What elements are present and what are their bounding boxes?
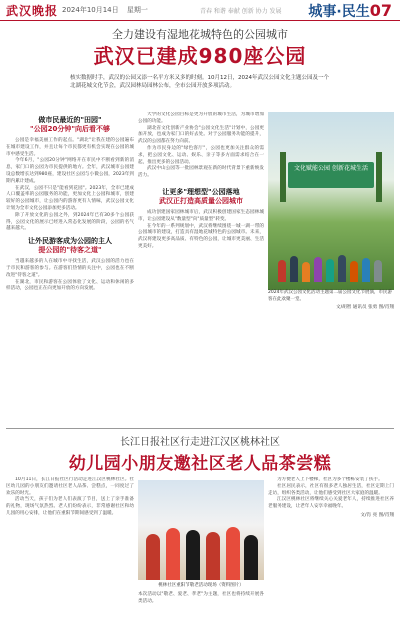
- column-2-body-2: [138, 210, 264, 251]
- photo-performer: [226, 527, 240, 580]
- story2-photo-caption: 桃林社区重阳节敬老活动现场（资料图片）: [158, 583, 244, 588]
- paragraph: 大学的文化公园目标是更为开放的城市生活，为城市增加公园的功能。: [138, 112, 264, 124]
- photo-person: [362, 258, 370, 282]
- story1-lede: 核实数据时手，武汉的公园又添一名平方米又多的时刻。10月12日，2024年武汉公园文化主题公园及一个北湖花城文化节会，武汉园林局园林公布，全市公园开放多项活动。: [70, 75, 329, 89]
- weekday-text: 星期一: [126, 6, 148, 14]
- story2-kicker: 长江日报社区行走进江汉区桃林社区: [120, 437, 280, 448]
- page-number: 07: [369, 1, 392, 20]
- subhead-3-line-1: 让更多"理想型"公园落地: [162, 187, 240, 196]
- photo-performer: [166, 528, 180, 580]
- photo-person: [290, 256, 298, 282]
- paragraph: 在湖北，市民和游客在公园体验了文化、运动和休闲的多样活动，公园也正在向更加开放的方向发展。: [6, 279, 134, 292]
- photo-person: [314, 257, 322, 282]
- photo-performer: [146, 534, 160, 580]
- section-title: [308, 1, 392, 21]
- photo-person: [302, 262, 310, 282]
- story1-headline: 武汉已建成980座公园: [93, 44, 307, 68]
- subhead-1-line-1: 做市民最近的"田园": [38, 116, 102, 124]
- photo-caption-text: 2024年武汉公园文化活动主题第二届公园文化节展演，市民游客在此欢聚一堂。: [268, 290, 392, 302]
- photo-stage-banner: 文化赋能公园 创新花城生活: [288, 162, 374, 188]
- column-1-body-2: [6, 259, 134, 293]
- paragraph: 在武汉，公园不只是"能看到花园"。2023年，全市已建成人口覆盖率的公园服务的功能，更加文化上公园和城市，创建较好的公园城市，让公园内的游客更有人情味，武汉公园文化计划为全市文化公园添加更多活动。: [6, 185, 134, 211]
- paragraph: 在今年的一系列规划中，武汉将继续围绕一城一湖一带的公园城市的建设，打造具有湿地花城特色的公园城市。未来，武汉将建设更多高品质、有特色的公园，让城市更美丽、生活更美好。: [138, 223, 264, 249]
- subhead-1: [6, 116, 134, 134]
- section-name: 城事·民生: [308, 4, 370, 20]
- photo-caption: [268, 290, 394, 312]
- subhead-2-line-1: 让外民游客成为公园的主人: [28, 237, 112, 246]
- photo-tree: [280, 152, 286, 202]
- story2-column-1: [6, 477, 134, 617]
- subhead-3: [138, 188, 264, 206]
- photo-performer: [206, 532, 220, 580]
- paragraph: 今年6月，"公园20分钟"网络开在市民中不断看到新的消息，家门口的公园为市民提供的地方。全年，武汉城市公园建设总数增长达到980座，建设社区公园与小微公园，2023年到期内累计建成。: [6, 158, 134, 184]
- paragraph: 江汉区桃林社区将继续关心关爱老年人，持续推进社区养老服务建设，让老年人安享幸福晚年。: [268, 497, 394, 510]
- paragraph: 作为市民身边的"绿色客厅"，公园也更加关注群众的需求，把公园文化、运动、娱乐、亲子等多方面需求结合在一起，推出更多的公园活动。: [138, 145, 264, 165]
- column-2-body: [138, 112, 264, 180]
- photo-person: [374, 260, 382, 282]
- masthead-tagline: 青春 和谐 奉献 创新 协力 发展: [200, 8, 282, 15]
- paragraph: 武汉中山公园等一批园林景观在新的时代背景下重新焕发活力。: [138, 166, 264, 179]
- paragraph: 社区居民表示，社区有很多老人独居生活，社区定期上门走访，组织各类活动，让他们感受到社区大家庭的温暖。: [268, 483, 394, 496]
- story2-headline: 幼儿园小朋友邀社区老人品茶尝糕: [68, 454, 332, 474]
- subhead-1-line-2: "公园20分钟"向后看不够: [29, 125, 111, 133]
- photo-person: [278, 260, 286, 282]
- paragraph: 公园是幸福美丽工作的起点。"湖北"让我在建的公园遍布在城市建设工作，并且让每个市民都更有机会实现在公园的城市中感受生活。: [6, 138, 134, 157]
- photo-crowd: [268, 242, 394, 282]
- subhead-3-line-2: 武汉正打造高质量公园城市: [159, 196, 243, 205]
- date-text: 2024年10月14日: [62, 6, 119, 14]
- subhead-2: [6, 237, 134, 255]
- photo-person: [350, 261, 358, 282]
- paragraph: 10月11日，长江日报社区行活动走进江汉区桃林社区。社区幼儿园的小朋友们邀请社区老人品茶、尝糕点，一同度过了欢乐的时光。: [6, 477, 134, 496]
- subhead-2-line-2: 提公园的"待客之道": [38, 246, 102, 255]
- paragraph: 活动当天，孩子们为老人们表演了节目，送上了亲手准备的礼物，现场气氛热烈。老人们纷纷表示，非常感谢社区和幼儿园的用心安排，让他们在重阳节期间感受到了温暖。: [6, 497, 134, 516]
- paragraph: 为方便老人上下楼梯，社区为多个楼栋安装了扶手。: [277, 477, 383, 482]
- park-event-photo: [268, 112, 394, 290]
- story2-column-2-text: 本次活动以"敬老、爱老、孝老"为主题，社区也将持续开展各类活动。: [138, 592, 264, 604]
- photo-performer: [244, 535, 258, 580]
- story2-column-3: [268, 477, 394, 617]
- story2-byline: 文/肖 亮 图/肖翔: [360, 512, 394, 518]
- story1-kicker: 全力建设有湿地花城特色的公园城市: [112, 28, 288, 41]
- photo-tree: [376, 152, 382, 202]
- photo-person: [338, 255, 346, 282]
- masthead: [0, 0, 400, 21]
- elderly-event-photo: [138, 480, 264, 580]
- newspaper-logo: 武汉晚报: [6, 4, 59, 18]
- column-1-body: [6, 138, 134, 233]
- story-divider: [6, 428, 394, 429]
- paragraph: 当越来越多的人在城市中寻找生活，武汉公园的活力也在于市民和游客的参与。在游客们热情的关注中，公园也在不断改进"待客之道"。: [6, 259, 134, 278]
- paragraph: 除了开放文化的公园之外，到2024年已有30多个公园获得，公园文化的展示已经进入常态化发展的阶段，公园的名气越来越大。: [6, 212, 134, 232]
- paragraph: 湖北省文化创新产业协会"公园文化生活"计划中，公园更加开放，也成为家门口的好去处。对于公园服务功能的提升，武汉的公园都在努力向前。: [138, 125, 264, 145]
- issue-date: [62, 5, 154, 15]
- story1-byline: 文/胡智 通讯员 张勇 图/肖翔: [335, 305, 394, 310]
- photo-person: [326, 259, 334, 282]
- paragraph: 成功创建国家园林城市后，武汉积极创建国家生态园林城市，让公园建设从"数量型"向"质量型"转变。: [138, 209, 264, 222]
- photo-performer: [186, 530, 200, 580]
